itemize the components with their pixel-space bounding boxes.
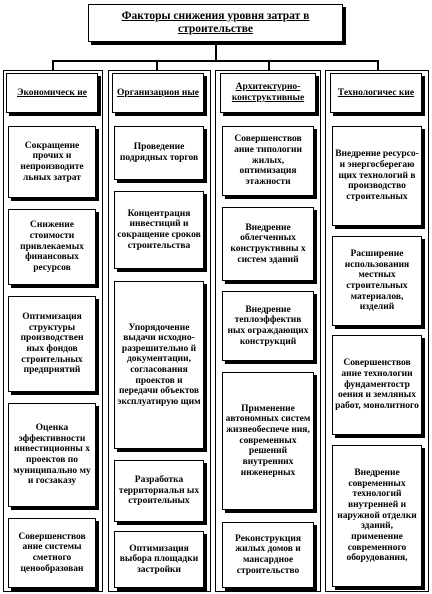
factor-item: Применение автономных систем жизнеобеспече ния, современных решений внутренних инженерных (222, 372, 314, 510)
title-connector-vertical (215, 42, 217, 60)
factor-item: Совершенствов ание технологии фундаментостр оения и земляных работ, монолитного (332, 335, 422, 435)
col3-connector (268, 60, 270, 70)
factor-item: Внедрение теплоэффектив ных ограждающих конструкций (222, 291, 314, 361)
col2-connector (156, 60, 158, 70)
factor-item: Снижение стоимости привлекаемых финансовых ресурсов (8, 209, 96, 285)
col1-connector (52, 60, 54, 70)
factor-item: Оптимизация выбора площадки застройки (114, 531, 204, 588)
factor-item: Внедрение ресурсо- и энергосберегаю щих технологий в производство строительных (332, 126, 422, 226)
factor-item: Расширение использования местных строительных материалов, изделий (332, 236, 422, 326)
factor-item: Реконструкция жилых домов и мансардное строительство (222, 522, 314, 588)
factor-item: Внедрение облегченных конструктивны х систем зданий (222, 207, 314, 281)
factor-item: Оптимизация структуры производствен ных фондов строительных предприятий (8, 296, 96, 392)
column-header-organizational: Организацион ные (112, 73, 204, 113)
factor-item: Совершенствов ание системы сметного ценообразован (8, 518, 96, 588)
factor-item: Разработка территориальн ых строительных (114, 460, 204, 522)
factor-item: Проведение подрядных торгов (114, 126, 204, 180)
diagram-title: Факторы снижения уровня затрат в строительстве (88, 4, 343, 42)
factor-item: Упорядочение выдачи исходно-разрешительно й документации, согласования проектов и передачи объектов эксплуатирую щим (114, 281, 204, 449)
factor-item: Совершенствов ание типологии жилых, оптимизация этажности (222, 126, 314, 196)
factor-item: Оценка эффективности инвестиционны х проектов по муниципально му и госзаказу (8, 403, 96, 507)
factor-item: Внедрение современных технологий внутренней и наружной отделки зданий, применение современного оборудования, (332, 445, 422, 587)
column-header-economic: Экономическ ие (6, 73, 98, 113)
column-header-architectural: Архитектурно-конструктивные (220, 73, 316, 113)
col4-connector (377, 60, 379, 70)
factor-item: Сокращение прочих и непроизводите льных затрат (8, 126, 96, 198)
column-header-technological: Технологичес кие (330, 73, 422, 113)
title-connector-horizontal (52, 60, 378, 62)
factor-item: Концентрация инвестиций и сокращение сроков строительства (114, 191, 204, 269)
